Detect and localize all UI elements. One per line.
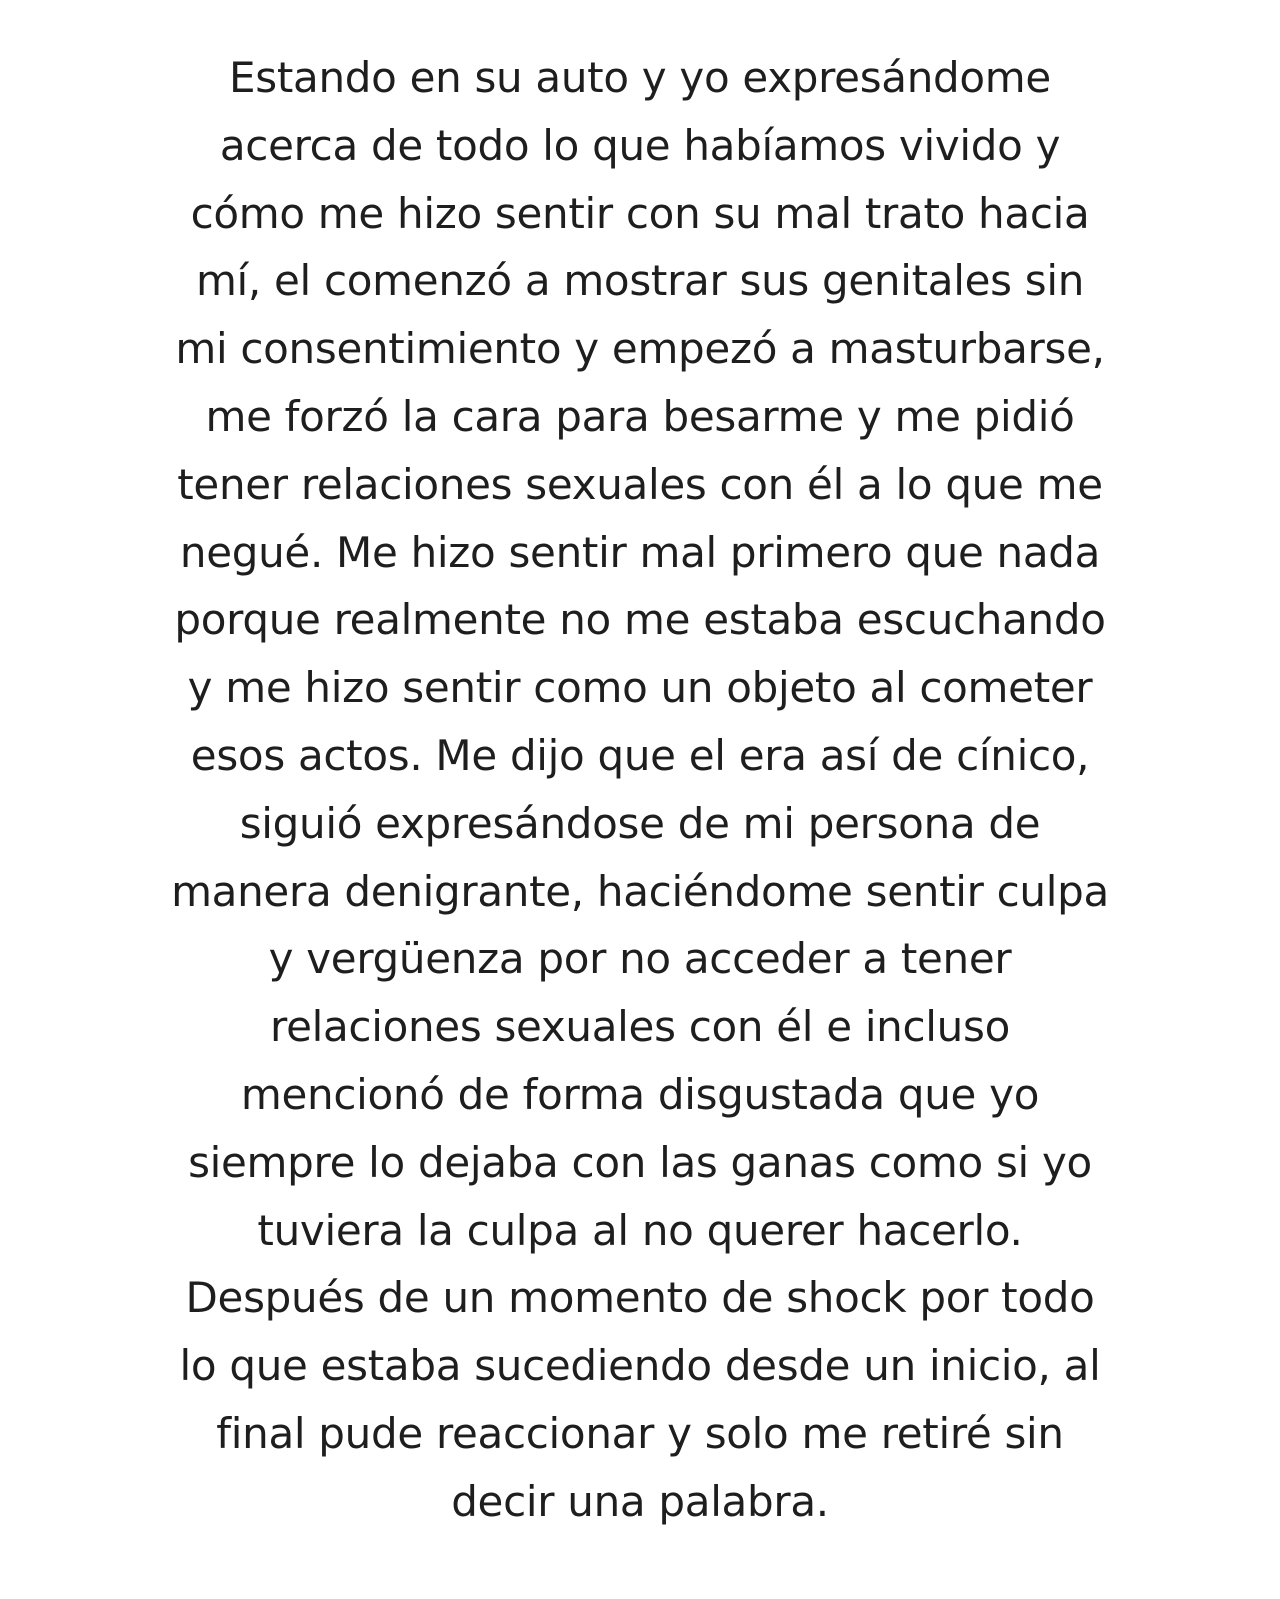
text-line: manera denigrante, haciéndome sentir culpa xyxy=(171,866,1109,916)
text-line: lo que estaba sucediendo desde un inicio, al xyxy=(179,1341,1101,1391)
text-line: y vergüenza por no acceder a tener xyxy=(268,934,1012,984)
text-line: final pude reaccionar y solo me retiré sin xyxy=(216,1408,1064,1458)
testimony-text xyxy=(0,44,1280,1536)
text-line: Estando en su auto y yo expresándome xyxy=(229,53,1051,102)
text-line: decir una palabra. xyxy=(451,1476,829,1526)
text-line: esos actos. Me dijo que el era así de cínico, xyxy=(190,730,1090,780)
text-line: y me hizo sentir como un objeto al cometer xyxy=(187,663,1093,713)
text-line: siempre lo dejaba con las ganas como si yo xyxy=(188,1137,1092,1187)
text-line: acerca de todo lo que habíamos vivido y xyxy=(219,120,1061,170)
text-line: porque realmente no me estaba escuchando xyxy=(174,595,1106,645)
text-line: tener relaciones sexuales con él a lo que me xyxy=(177,459,1103,509)
text-line: mí, el comenzó a mostrar sus genitales sin xyxy=(195,256,1085,306)
text-line: mi consentimiento y empezó a masturbarse, xyxy=(175,324,1105,374)
text-line: siguió expresándose de mi persona de xyxy=(239,798,1041,848)
text-line: cómo me hizo sentir con su mal trato hacia xyxy=(190,188,1090,238)
text-line: negué. Me hizo sentir mal primero que nada xyxy=(179,527,1101,577)
text-line: me forzó la cara para besarme y me pidió xyxy=(205,391,1075,441)
text-line: relaciones sexuales con él e incluso xyxy=(270,1002,1010,1052)
text-line: Después de un momento de shock por todo xyxy=(185,1273,1095,1323)
text-line: mencionó de forma disgustada que yo xyxy=(240,1069,1040,1119)
text-line: tuviera la culpa al no querer hacerlo. xyxy=(257,1205,1023,1255)
